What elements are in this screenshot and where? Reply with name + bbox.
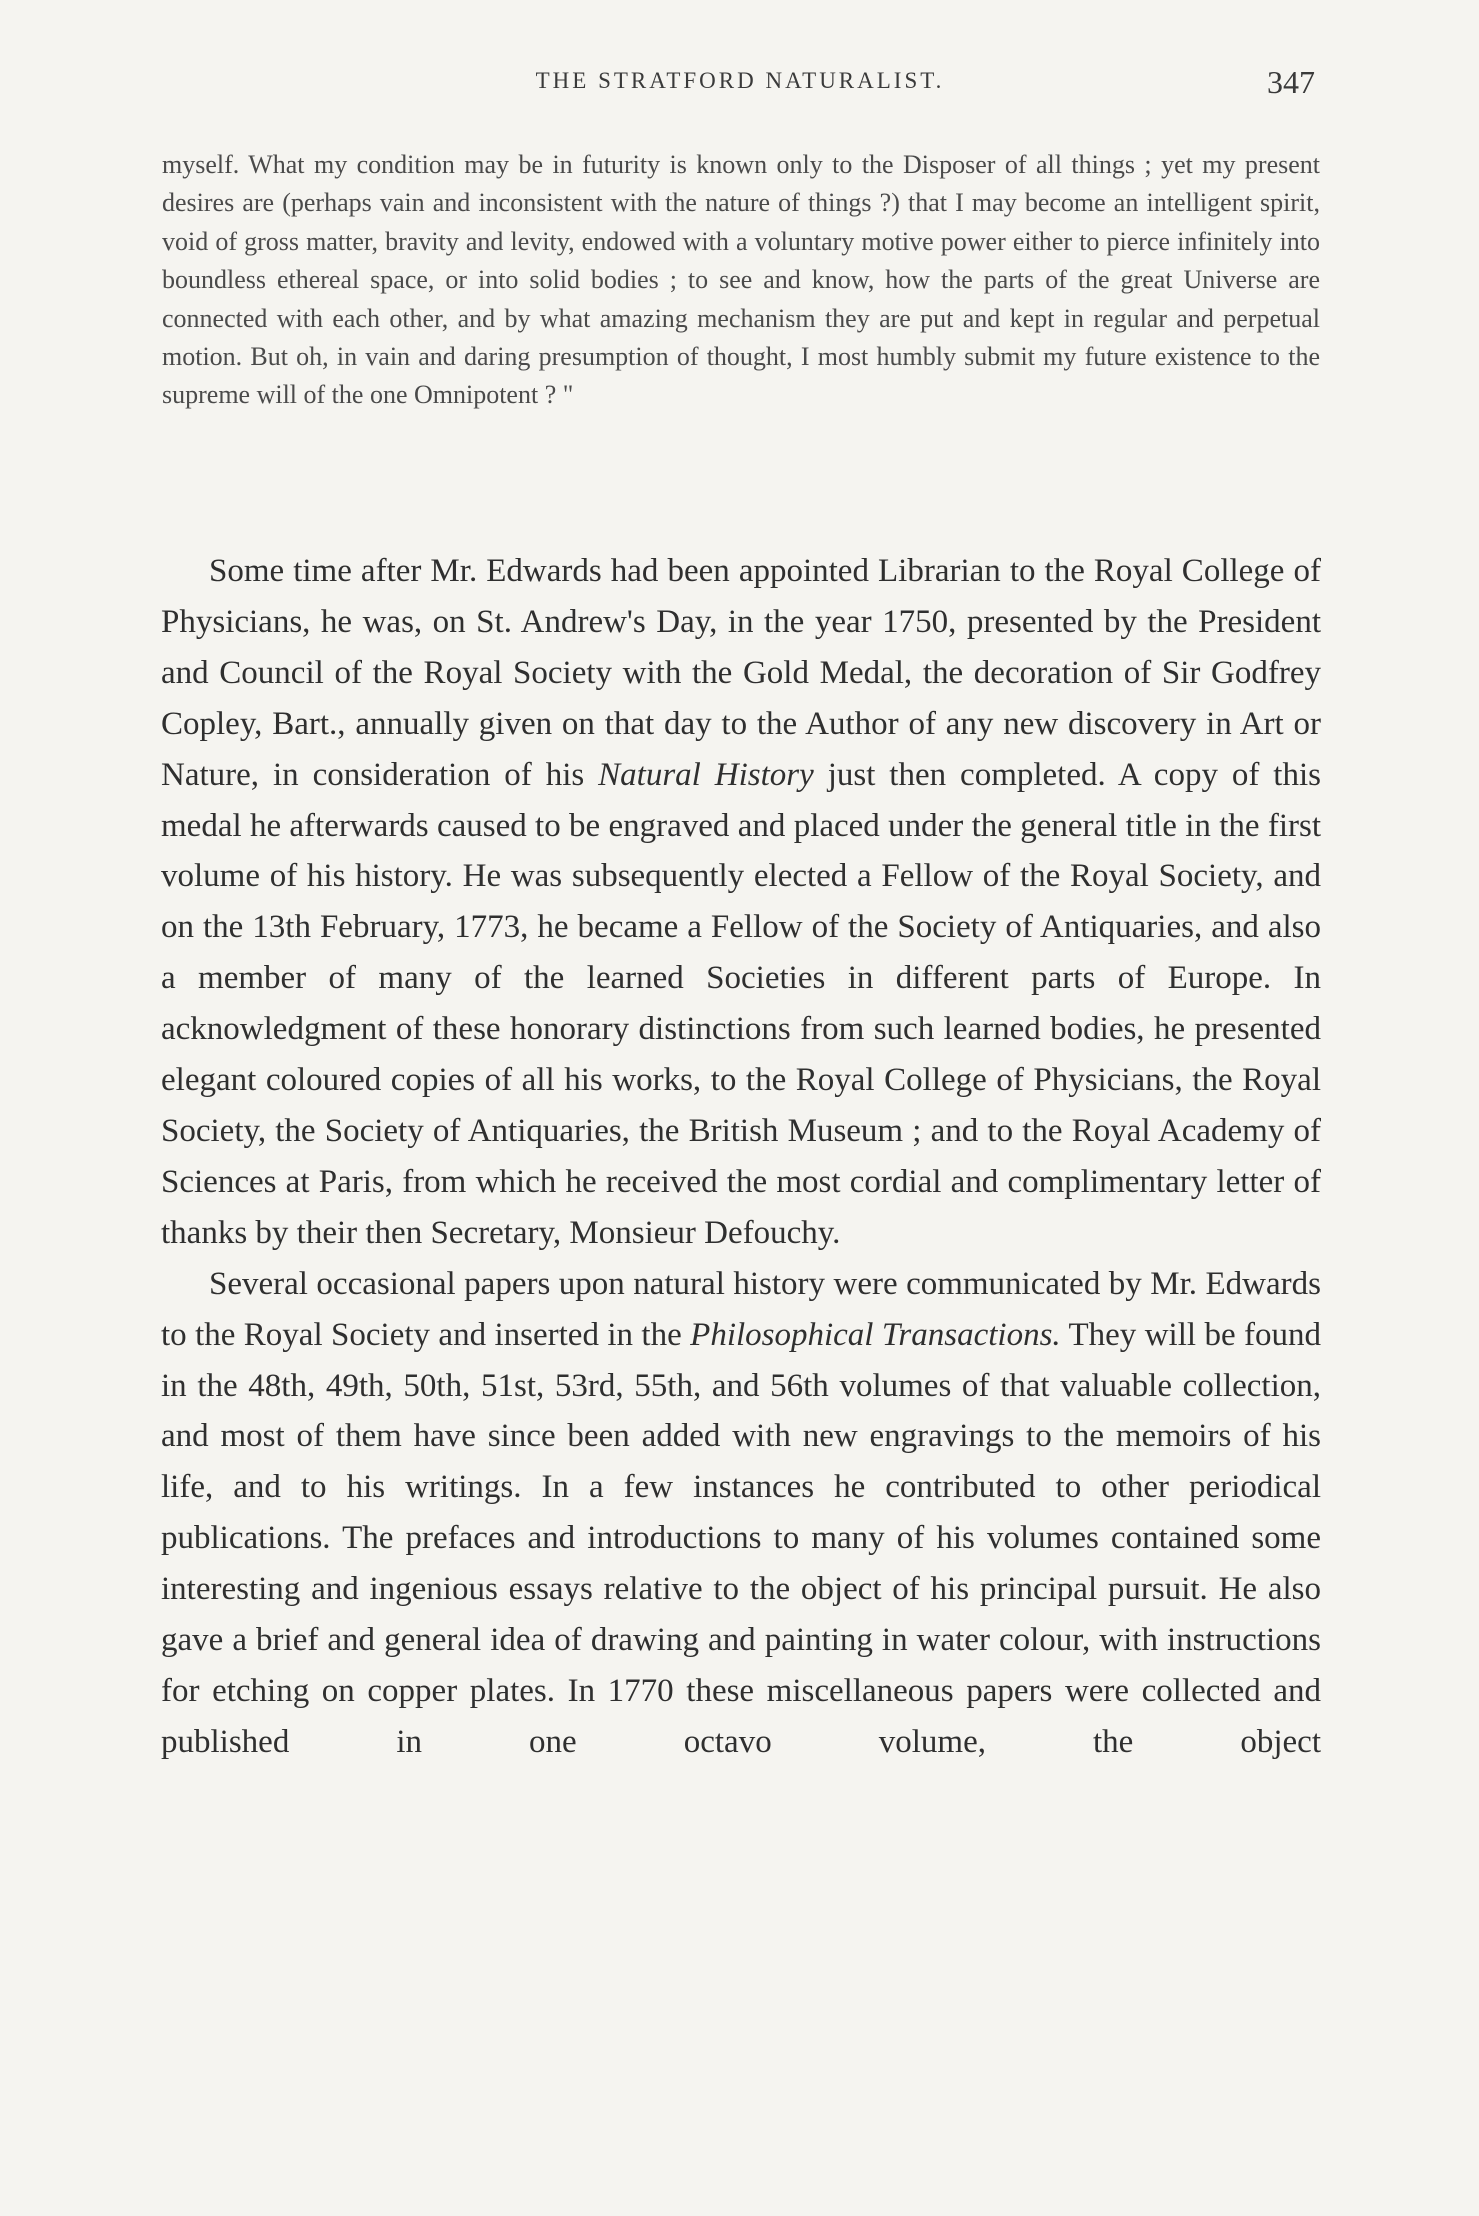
italic-title: Philosophical Transactions. xyxy=(690,1316,1061,1353)
running-head xyxy=(165,64,1315,108)
main-text xyxy=(161,546,1321,1768)
paragraph-text: They will be found in the 48th, 49th, 50th, 51st, 53rd, 55th, and 56th volumes of that valuable collection, and most of them have since been added with new engravings to the memoirs of his life, and to his writings. In a few instances he contributed to other periodical publications. The prefaces and introductions to many of his volumes contained some interesting and ingenious essays relative to the object of his principal pursuit. He also gave a brief and general idea of drawing and painting in water colour, with instructions for etching on copper plates. In 1770 these miscellaneous papers were collected and published in one octavo volume, the object xyxy=(161,1316,1321,1760)
paragraph-copley-medal xyxy=(161,546,1321,1259)
italic-title: Natural History xyxy=(598,756,814,793)
quoted-passage xyxy=(162,146,1320,415)
paragraph-text: just then completed. A copy of this medal he afterwards caused to be engraved and placed under the general title in the first volume of his history. He was subsequently elected a Fellow of the Royal Society, and on the 13th February, 1773, he became a Fellow of the Society of Antiquaries, and also a member of many of the learned Societies in different parts of Europe. In acknowledgment of these honorary distinctions from such learned bodies, he presented elegant coloured copies of all his works, to the Royal College of Physicians, the Royal Society, the Society of Antiquaries, the British Museum ; and to the Royal Academy of Sciences at Paris, from which he received the most cordial and complimentary letter of thanks by their then Secretary, Monsieur Defouchy. xyxy=(161,756,1321,1251)
running-title: THE STRATFORD NATURALIST. xyxy=(535,68,945,93)
page-number: 347 xyxy=(1267,64,1315,100)
paragraph-occasional-papers xyxy=(161,1259,1321,1768)
paragraph-text: Several occasional papers upon natural history were communicated by Mr. Edwards to the Royal Society and inserted in the xyxy=(161,1265,1321,1353)
quote-text: myself. What my condition may be in futurity is known only to the Disposer of all things ; yet my present desires are (perhaps vain and inconsistent with the nature of things ?) that I may become an intelligent spirit, void of gross matter, bravity and levity, endowed with a voluntary motive power either to pierce infinitely into boundless ethereal space, or into solid bodies ; to see and know, how the parts of the great Universe are connected with each other, and by what amazing mechanism they are put and kept in regular and perpetual motion. But oh, in vain and daring presumption of thought, I most humbly submit my future existence to the supreme will of the one Omnipotent ? " xyxy=(162,150,1320,410)
paragraph-text: Some time after Mr. Edwards had been appointed Librarian to the Royal College of Physicians, he was, on St. Andrew's Day, in the year 1750, presented by the President and Council of the Royal Society with the Gold Medal, the decoration of Sir Godfrey Copley, Bart., annually given on that day to the Author of any new discovery in Art or Nature, in consideration of his xyxy=(161,553,1321,793)
